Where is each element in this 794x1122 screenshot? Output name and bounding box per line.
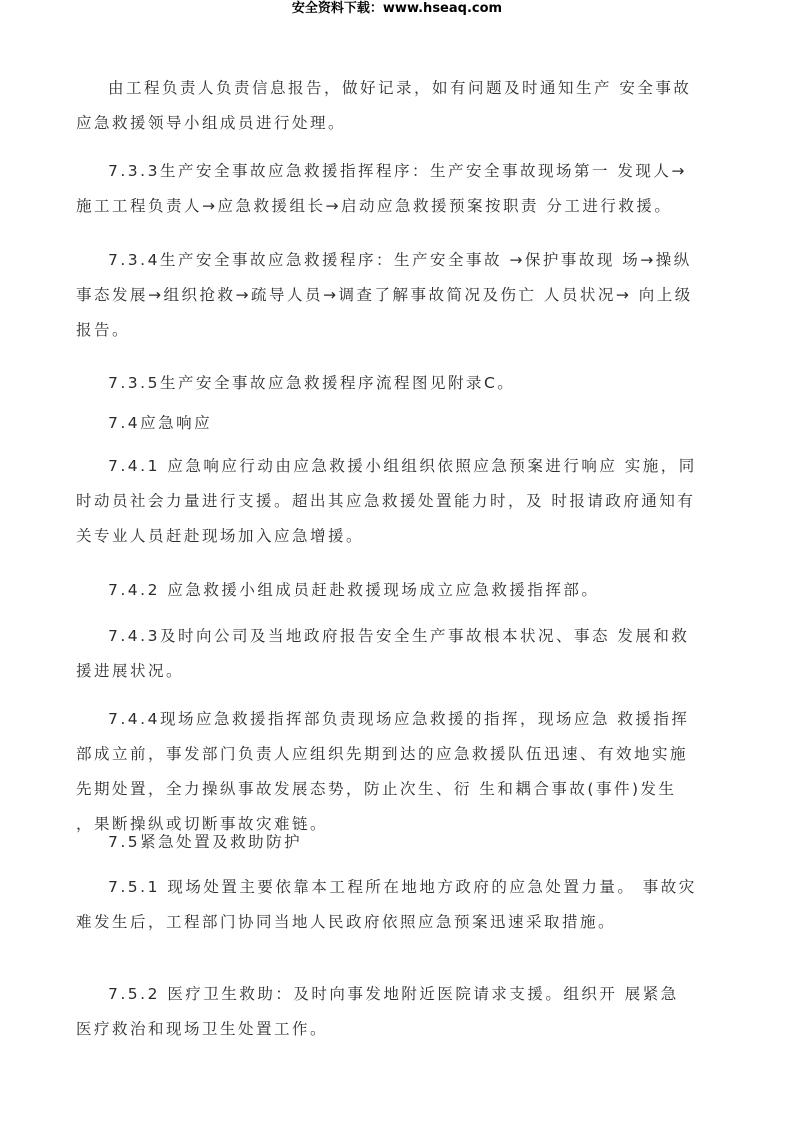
text-line: 施工工程负责人→应急救援组长→启动应急救援预案按职责 分工进行救援。 — [76, 197, 673, 215]
text-line: 援进展状况。 — [76, 662, 185, 680]
heading-7-4 — [76, 406, 716, 441]
paragraph-7-3-3 — [76, 154, 716, 224]
paragraph-report-responsibility — [76, 71, 716, 141]
text-line: 事态发展→组织抢救→疏导人员→调查了解事故简况及伤亡 人员状况→ 向上级 — [76, 286, 693, 304]
paragraph-7-4-3 — [76, 619, 716, 689]
text-line: 7.4.2 应急救援小组成员赶赴救援现场成立应急救援指挥部。 — [108, 581, 600, 599]
text-line: 7.4.3及时向公司及当地政府报告安全生产事故根本状况、事态 发展和救 — [108, 627, 690, 645]
heading-7-5 — [76, 825, 716, 860]
text-line: 关专业人员赶赴现场加入应急增援。 — [76, 527, 365, 545]
paragraph-7-5-1 — [76, 870, 716, 940]
text-line: 难发生后，工程部门协同当地人民政府依照应急预案迅速采取措施。 — [76, 913, 617, 931]
paragraph-7-4-1 — [76, 449, 716, 554]
text-line: 时动员社会力量进行支援。超出其应急救援处置能力时，及 时报请政府通知有 — [76, 492, 696, 510]
text-line: 7.3.5生产安全事故应急救援程序流程图见附录C。 — [108, 374, 516, 392]
section-heading: 7.5紧急处置及救助防护 — [108, 833, 303, 851]
text-line: 7.5.1 现场处置主要依靠本工程所在地地方政府的应急处置力量。 事故灾 — [108, 878, 697, 896]
text-line: 7.3.3生产安全事故应急救援指挥程序：生产安全事故现场第一 发现人→ — [108, 162, 687, 180]
paragraph-7-5-2 — [76, 977, 716, 1047]
page-header-site-label: 安全资料下载：www.hseaq.com — [291, 1, 503, 16]
paragraph-7-3-4 — [76, 243, 716, 348]
text-line: 7.5.2 医疗卫生救助：及时向事发地附近医院请求支援。组织开 展紧急 — [108, 985, 679, 1003]
text-line: 7.3.4生产安全事故应急救援程序：生产安全事故 →保护事故现 场→操纵 — [108, 251, 692, 269]
text-line: 7.4.1 应急响应行动由应急救援小组组织依照应急预案进行响应 实施，同 — [108, 457, 697, 475]
section-heading: 7.4应急响应 — [108, 414, 213, 432]
text-line: 部成立前，事发部门负责人应组织先期到达的应急救援队伍迅速、有效地实施 — [76, 745, 689, 763]
paragraph-7-4-4 — [76, 702, 716, 842]
text-line: 报告。 — [76, 321, 131, 339]
paragraph-7-3-5 — [76, 366, 716, 401]
text-line: 由工程负责人负责信息报告，做好记录，如有问题及时通知生产 安全事故 — [108, 79, 692, 97]
text-line: 7.4.4现场应急救援指挥部负责现场应急救援的指挥，现场应急 救援指挥 — [108, 710, 690, 728]
text-line: 应急救援领导小组成员进行处理。 — [76, 114, 347, 132]
paragraph-7-4-2 — [76, 573, 716, 608]
text-line: 先期处置，全力操纵事故发展态势，防止次生、衍 生和耦合事故(事件)发生 — [76, 780, 677, 798]
text-line: 医疗救治和现场卫生处置工作。 — [76, 1020, 329, 1038]
text-line: ，果断操纵或切断事故灾难链。 — [76, 815, 329, 833]
